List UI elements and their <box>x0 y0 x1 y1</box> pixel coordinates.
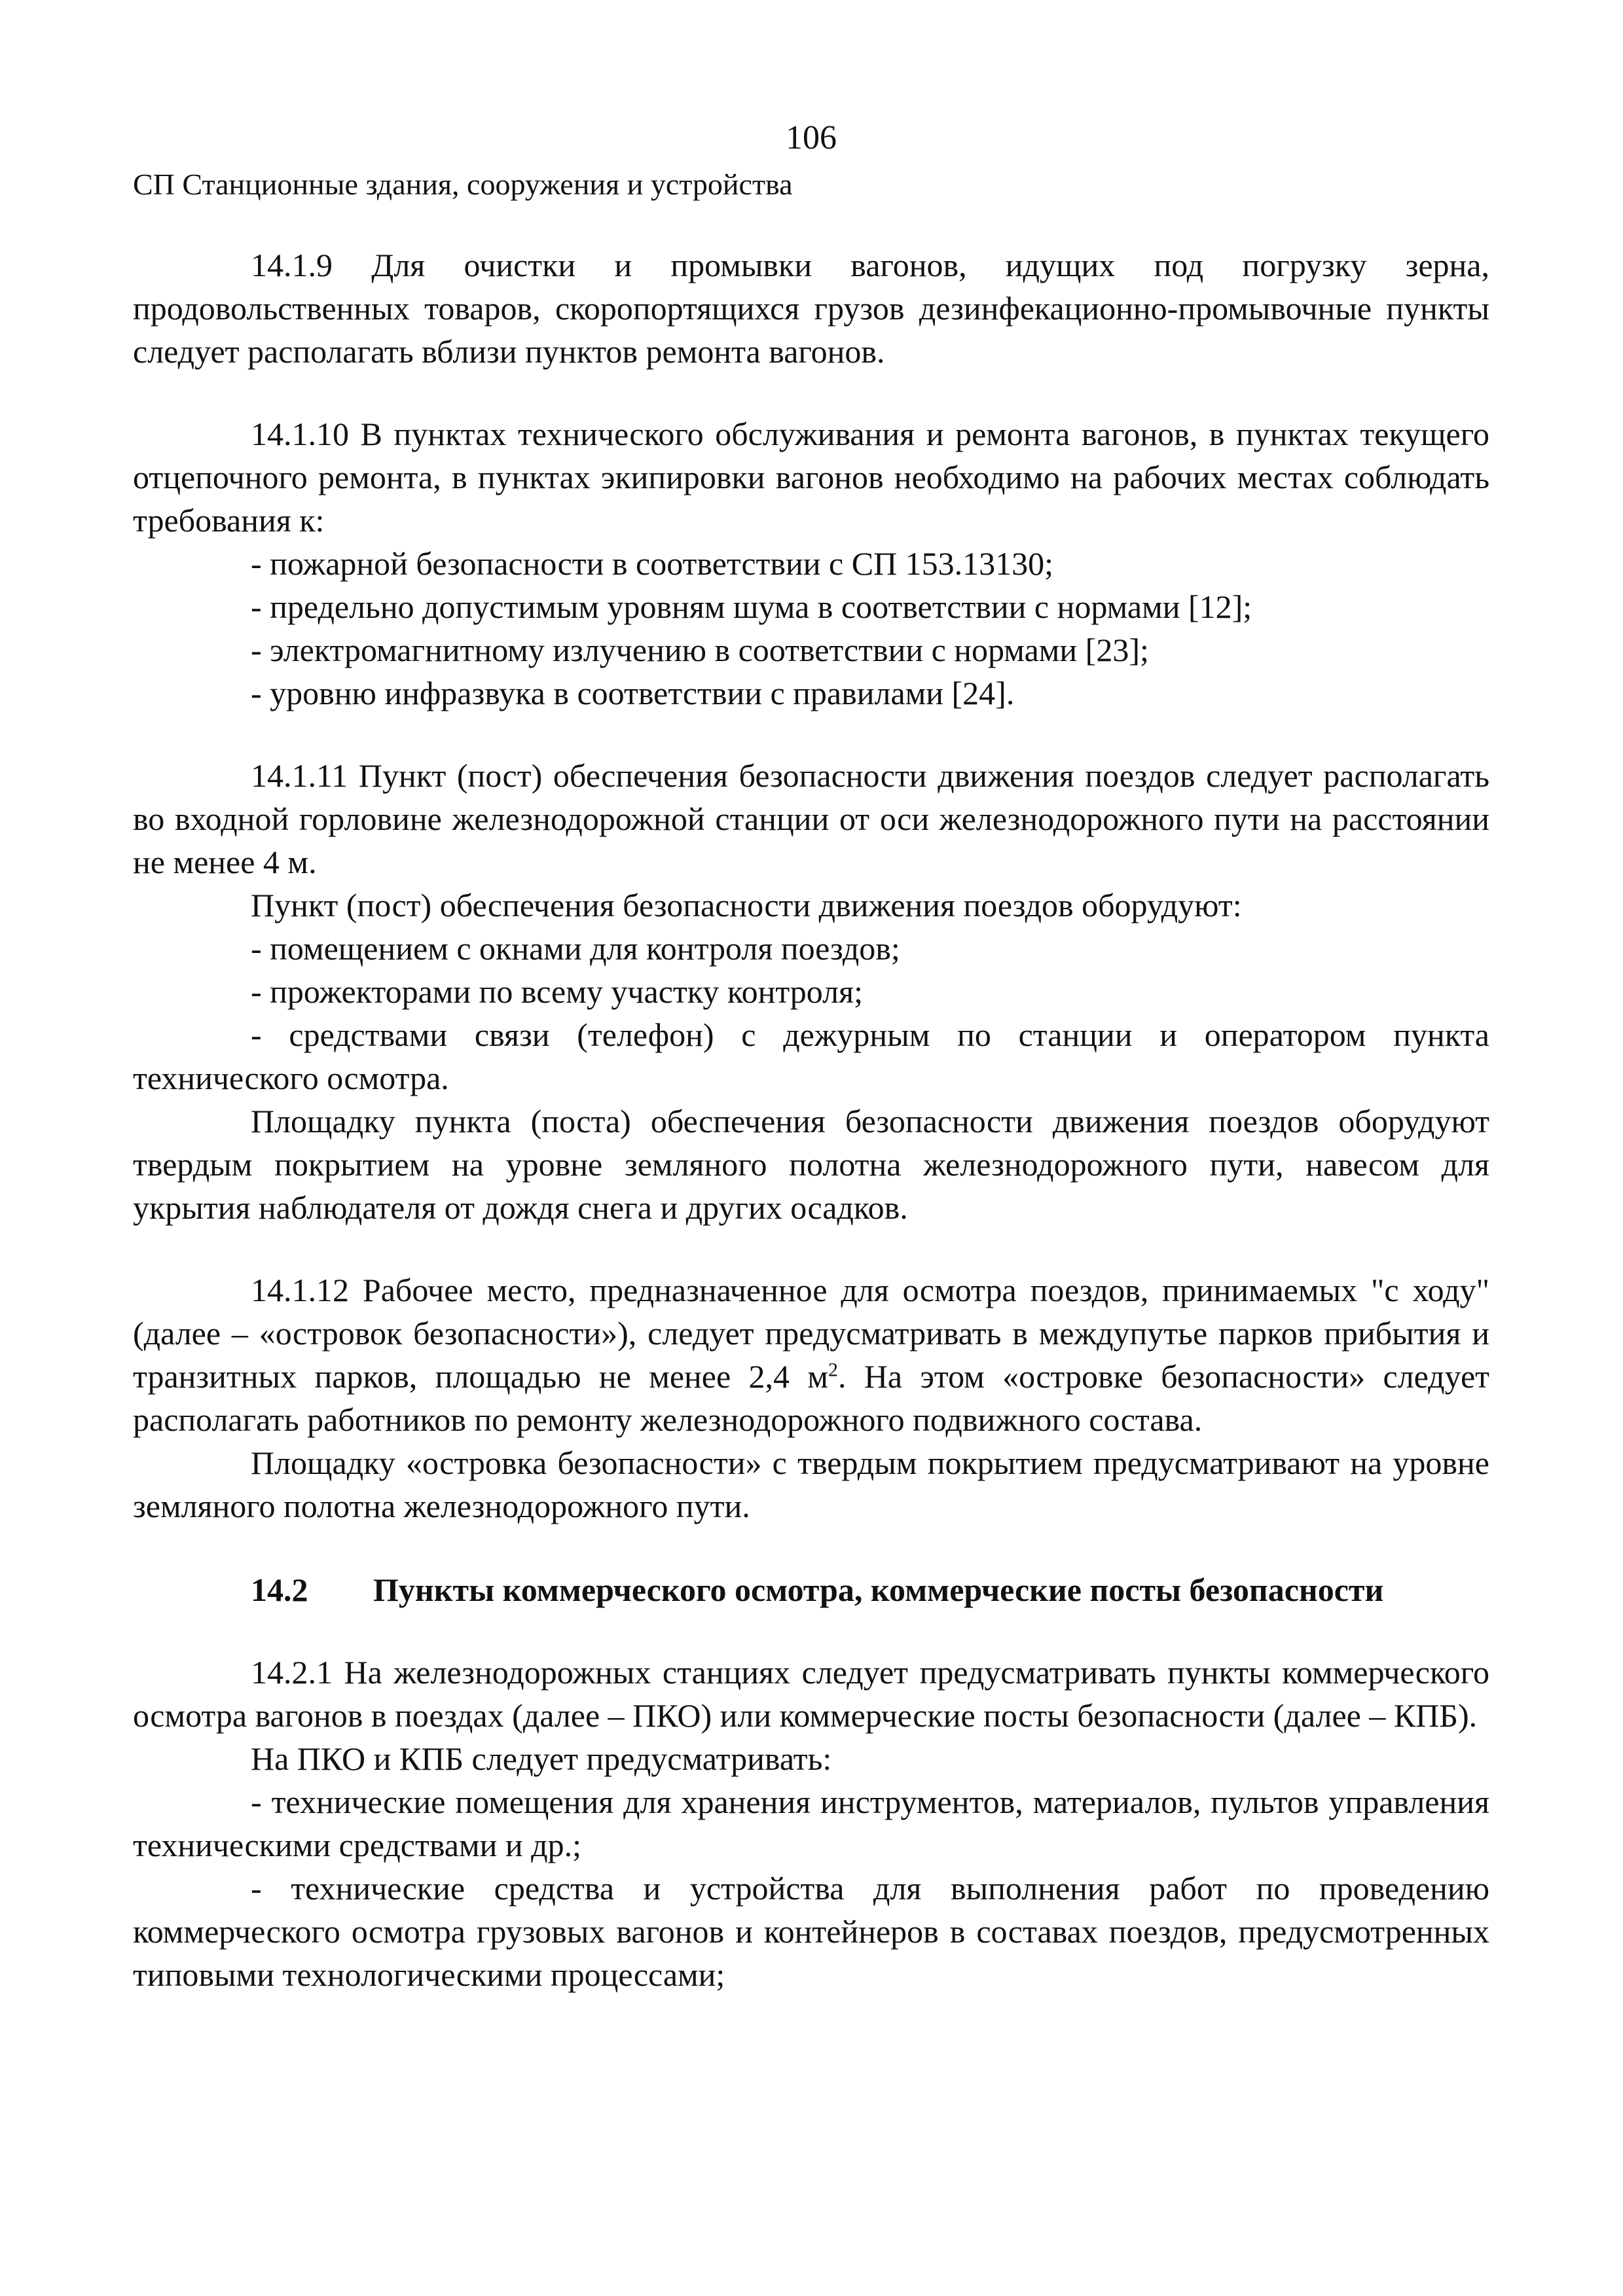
paragraph: Площадку пункта (поста) обеспечения безопасности движения поездов оборудуют твердым покрытием на уровне земляного полотна железнодорожного пути, навесом для укрытия наблюдателя от дождя снега и других осадков. <box>133 1103 1489 1226</box>
paragraph: Площадку «островка безопасности» с твердым покрытием предусматривают на уровне земляного полотна железнодорожного пути. <box>133 1444 1489 1524</box>
list-item: - предельно допустимым уровням шума в соответствии с нормами [12]; <box>251 588 1252 625</box>
paragraph-text: . На этом «островке безопасности» следует располагать работников по ремонту железнодорожного подвижного состава. <box>133 1358 1490 1438</box>
clause-14-1-9 <box>133 243 1489 373</box>
paragraph-text: 14.1.12 Рабочее место, предназначенное для осмотра поездов, принимаемых "с ходу" (далее – «островок безопасности»), следует предусматривать в междупутье парков прибытия и транзитных парков, площадью не менее 2,4 м <box>133 1272 1489 1395</box>
paragraph: На ПКО и КПБ следует предусматривать: <box>251 1740 832 1777</box>
list-item: - уровню инфразвука в соответствии с правилами [24]. <box>251 675 1015 711</box>
section-title: Пункты коммерческого осмотра, коммерческие посты безопасности <box>373 1571 1384 1608</box>
clause-14-1-10 <box>133 412 1489 715</box>
section-heading <box>133 1568 1489 1611</box>
list-item: - прожекторами по всему участку контроля; <box>251 973 863 1010</box>
paragraph: 14.1.9 Для очистки и промывки вагонов, идущих под погрузку зерна, продовольственных товаров, скоропортящихся грузов дезинфекационно-промывочные пункты следует располагать вблизи пунктов ремонта вагонов. <box>133 247 1489 370</box>
paragraph <box>133 1268 1489 1441</box>
paragraph: 14.2.1 На железнодорожных станциях следует предусматривать пункты коммерческого осмотра вагонов в поездах (далее – ПКО) или коммерческие посты безопасности (далее – КПБ). <box>133 1654 1489 1734</box>
clause-14-1-11 <box>133 754 1489 1229</box>
list-item: - помещением с окнами для контроля поездов; <box>251 930 900 967</box>
paragraph: 14.1.10 В пунктах технического обслуживания и ремонта вагонов, в пунктах текущего отцепочного ремонта, в пунктах экипировки вагонов необходимо на рабочих местах соблюдать требования к: <box>133 416 1489 539</box>
paragraph: Пункт (пост) обеспечения безопасности движения поездов оборудуют: <box>251 887 1242 924</box>
paragraph: 14.1.11 Пункт (пост) обеспечения безопасности движения поездов следует располагать во входной горловине железнодорожной станции от оси железнодорожного пути на расстоянии не менее 4 м. <box>133 757 1489 880</box>
section-number: 14.2 <box>251 1571 308 1608</box>
superscript: 2 <box>828 1359 838 1381</box>
running-header: СП Станционные здания, сооружения и устройства <box>133 168 793 201</box>
page-number: 106 <box>786 119 837 156</box>
list-item: - электромагнитному излучению в соответствии с нормами [23]; <box>251 632 1149 668</box>
list-item: - технические помещения для хранения инструментов, материалов, пультов управления техническими средствами и др.; <box>133 1784 1489 1863</box>
clause-14-2-1 <box>133 1651 1489 1996</box>
list-item: - пожарной безопасности в соответствии с СП 153.13130; <box>251 545 1054 582</box>
list-item: - средствами связи (телефон) с дежурным по станции и оператором пункта технического осмотра. <box>133 1016 1489 1096</box>
page-content <box>133 111 1489 1996</box>
clause-14-1-12 <box>133 1268 1489 1528</box>
list-item: - технические средства и устройства для выполнения работ по проведению коммерческого осмотра грузовых вагонов и контейнеров в составах поездов, предусмотренных типовыми технологическими процессами; <box>133 1870 1489 1993</box>
